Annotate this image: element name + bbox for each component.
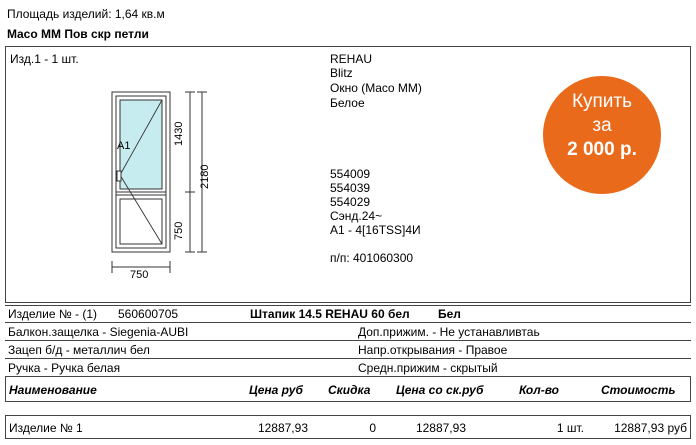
- row-total: 12887,93 руб: [614, 421, 687, 435]
- spec-type: Окно (Maco MM): [330, 81, 422, 95]
- promo-line-1: Купить: [571, 91, 633, 112]
- sash-label: A1: [117, 140, 131, 152]
- dimension-width: 750: [130, 269, 149, 281]
- dimension-lower: 750: [173, 221, 185, 240]
- opening-direction: Напр.открывания - Правое: [358, 343, 508, 357]
- hinge-info: Зацеп б/д - металлич бел: [8, 343, 150, 357]
- spec-series: Blitz: [330, 66, 353, 80]
- item-quantity: Изд.1 - 1 шт.: [10, 52, 79, 66]
- row-discount: 0: [369, 421, 376, 435]
- extra-clamp: Доп.прижим. - Не устанавливтаь: [358, 325, 540, 339]
- code-1: 554009: [330, 167, 371, 181]
- bead-color: Бел: [438, 307, 461, 321]
- code-3: 554029: [330, 195, 371, 209]
- header-total: Стоимость: [601, 383, 676, 397]
- details-divider-2: [5, 340, 691, 341]
- promo-badge[interactable]: [543, 76, 661, 194]
- handle-info: Ручка - Ручка белая: [8, 361, 121, 375]
- mid-clamp: Средн.прижим - скрытый: [358, 361, 498, 375]
- code-2: 554039: [330, 181, 371, 195]
- header-discount: Скидка: [328, 383, 371, 397]
- promo-line-3: 2 000 р.: [567, 139, 637, 160]
- header-price: Цена руб: [249, 383, 303, 397]
- header-name: Наименование: [9, 383, 97, 397]
- area-summary: Площадь изделий: 1,64 кв.м: [7, 7, 165, 21]
- header-discount-price: Цена со ск.руб: [396, 383, 484, 397]
- balcony-latch: Балкон.защелка - Siegenia-AUBI: [8, 325, 189, 339]
- profile-title: Maco MM Пов скр петли: [7, 27, 149, 41]
- row-quantity: 1 шт.: [556, 421, 584, 435]
- item-number: Изделие № - (1): [8, 307, 98, 321]
- glazing-bead: Штапик 14.5 REHAU 60 бел: [250, 307, 410, 321]
- row-name: Изделие № 1: [9, 421, 83, 435]
- dimension-upper: 1430: [173, 121, 185, 146]
- code-4: Сэнд.24~: [330, 209, 383, 223]
- row-price: 12887,93: [257, 421, 308, 435]
- details-top-divider: [5, 305, 691, 306]
- code-5: A1 - 4[16TSS]4И: [330, 223, 421, 237]
- spec-brand: REHAU: [330, 52, 373, 66]
- details-divider-1: [5, 322, 691, 323]
- row-discount-price: 12887,93: [415, 421, 466, 435]
- spec-color: Белое: [330, 96, 365, 110]
- dimension-total: 2180: [199, 164, 211, 189]
- pp-code: п/п: 401060300: [330, 251, 414, 265]
- item-code: 560600705: [118, 307, 179, 321]
- door-frame: [112, 92, 170, 252]
- details-divider-3: [5, 358, 691, 359]
- promo-line-2: за: [592, 115, 612, 136]
- header-quantity: Кол-во: [519, 383, 559, 397]
